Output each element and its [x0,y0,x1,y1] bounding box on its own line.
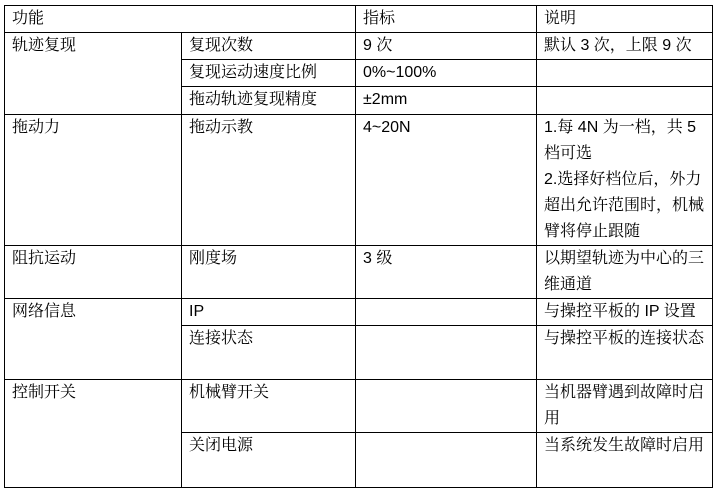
cell-item-replay-count: 复现次数 [182,33,356,60]
cell-indicator-stiffness-field: 3 级 [356,246,537,299]
row-ip [5,299,713,326]
cell-description-drag-teaching [537,115,713,246]
cell-item-replay-speed-ratio: 复现运动速度比例 [182,60,356,87]
cell-indicator-power-off [356,433,537,488]
cell-indicator-replay-count: 9 次 [356,33,537,60]
row-drag-teaching [5,115,713,246]
cell-item-connection-status: 连接状态 [182,326,356,380]
header-indicator: 指标 [356,6,537,33]
cell-item-arm-switch: 机械臂开关 [182,380,356,433]
cell-indicator-ip [356,299,537,326]
cell-indicator-arm-switch [356,380,537,433]
cell-indicator-drag-trajectory-accuracy: ±2mm [356,87,537,115]
row-arm-switch [5,380,713,433]
cell-item-drag-trajectory-accuracy: 拖动轨迹复现精度 [182,87,356,115]
cell-indicator-replay-speed-ratio: 0%~100% [356,60,537,87]
cell-item-ip: IP [182,299,356,326]
cell-description-ip: 与操控平板的 IP 设置 [537,299,713,326]
drag-teaching-description-paragraph-2: 2.选择好档位后，外力超出允许范围时，机械臂将停止跟随 [544,171,705,240]
cell-description-arm-switch: 当机器臂遇到故障时启用 [537,380,713,433]
cell-indicator-connection-status [356,326,537,380]
cell-description-connection-status: 与操控平板的连接状态 [537,326,713,380]
header-row [5,6,713,33]
header-description: 说明 [537,6,713,33]
row-stiffness-field [5,246,713,299]
cell-item-power-off: 关闭电源 [182,433,356,488]
cell-section-network-info: 网络信息 [5,299,182,380]
cell-section-impedance-motion: 阻抗运动 [5,246,182,299]
cell-section-drag-force: 拖动力 [5,115,182,246]
spec-table [4,5,713,488]
cell-description-stiffness-field: 以期望轨迹为中心的三维通道 [537,246,713,299]
cell-description-drag-trajectory-accuracy [537,87,713,115]
cell-description-replay-speed-ratio [537,60,713,87]
cell-section-control-switch: 控制开关 [5,380,182,488]
header-function: 功能 [5,6,356,33]
cell-description-replay-count: 默认 3 次，上限 9 次 [537,33,713,60]
cell-item-stiffness-field: 刚度场 [182,246,356,299]
cell-section-trajectory-replay: 轨迹复现 [5,33,182,115]
cell-item-drag-teaching: 拖动示教 [182,115,356,246]
drag-teaching-description-paragraph-1: 1.每 4N 为一档，共 5 档可选 [544,119,697,162]
cell-description-power-off: 当系统发生故障时启用 [537,433,713,488]
cell-indicator-drag-teaching: 4~20N [356,115,537,246]
row-replay-count [5,33,713,60]
